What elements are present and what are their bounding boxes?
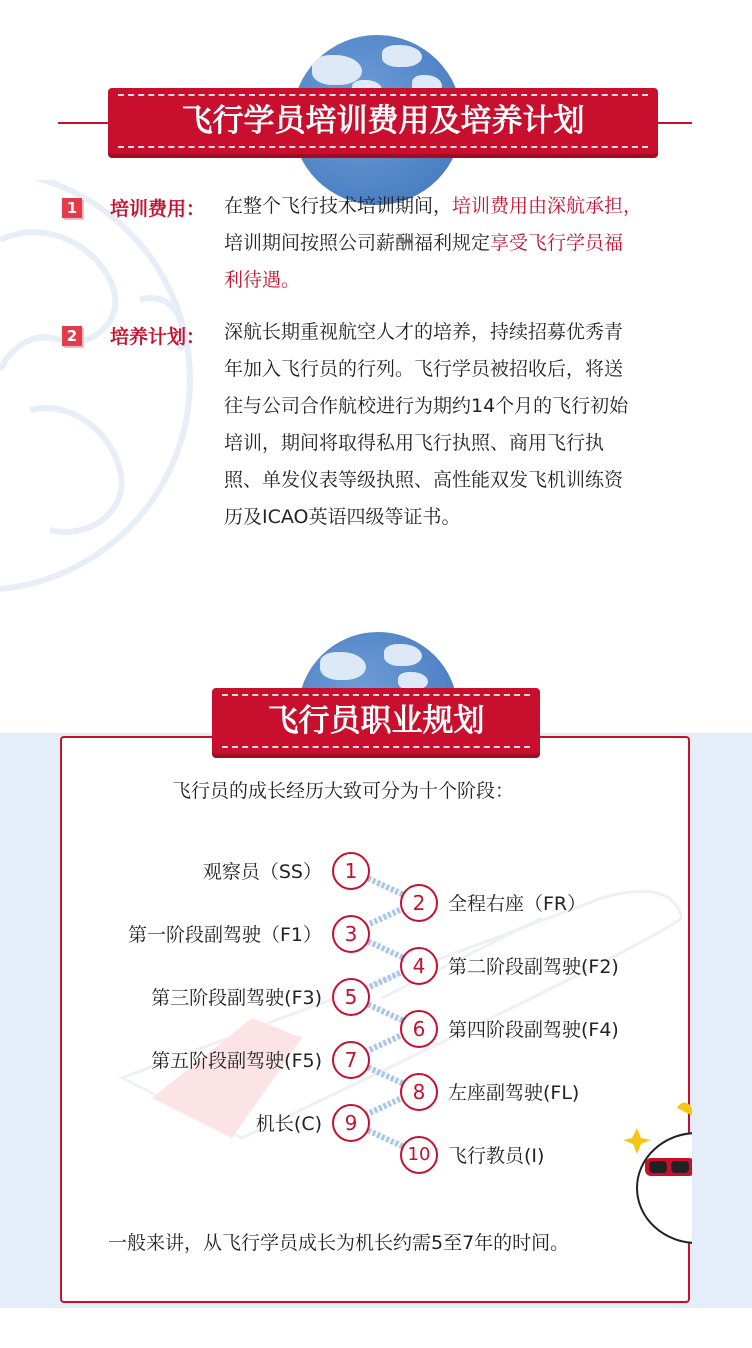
training-fee-label: 培训费用：	[110, 198, 206, 220]
stage-number-5: 5	[332, 978, 370, 1016]
section-title: 飞行学员培训费用及培养计划	[181, 103, 585, 139]
stage-number-1: 1	[332, 852, 370, 890]
world-map-outline	[0, 180, 240, 620]
stage-label-8: 左座副驾驶(FL)	[448, 1081, 580, 1104]
stage-number-7: 7	[332, 1041, 370, 1079]
stage-number-3: 3	[332, 915, 370, 953]
paragraph-line: 深航长期重视航空人才的培养，持续招募优秀青	[224, 321, 624, 343]
career-card	[60, 736, 690, 1303]
career-intro: 飞行员的成长经历大致可分为十个阶段：	[172, 780, 515, 802]
stage-number-6: 6	[400, 1010, 438, 1048]
stage-label-6: 第四阶段副驾驶(F4)	[448, 1018, 619, 1041]
paragraph-line: 利待遇。	[224, 269, 301, 291]
section-title: 飞行员职业规划	[267, 703, 485, 739]
training-fee-text	[224, 188, 704, 299]
stage-label-10: 飞行教员(I)	[448, 1144, 545, 1167]
career-footer: 一般来讲，从飞行学员成长为机长约需5至7年的时间。	[108, 1232, 570, 1254]
section-title-banner	[108, 88, 658, 154]
paragraph-line: 在整个飞行技术培训期间，培训费用由深航承担，	[224, 195, 643, 217]
number-badge-1: 1	[62, 198, 82, 218]
stage-number-9: 9	[332, 1104, 370, 1142]
stage-label-9: 机长(C)	[255, 1113, 322, 1135]
stage-number-2: 2	[400, 884, 438, 922]
paragraph-line: 照、单发仪表等级执照、高性能双发飞机训练资	[224, 469, 624, 491]
stage-number-4: 4	[400, 947, 438, 985]
stage-label-1: 观察员（SS）	[202, 861, 322, 883]
training-plan-label: 培养计划：	[110, 326, 206, 348]
stage-label-2: 全程右座（FR）	[448, 892, 587, 915]
stage-number-8: 8	[400, 1073, 438, 1111]
paragraph-line: 培训期间按照公司薪酬福利规定享受飞行学员福	[224, 232, 624, 254]
stage-label-5: 第三阶段副驾驶(F3)	[151, 987, 322, 1009]
section-title-banner	[212, 688, 540, 754]
stage-label-7: 第五阶段副驾驶(F5)	[151, 1050, 322, 1072]
stage-label-4: 第二阶段副驾驶(F2)	[448, 955, 619, 978]
paragraph-line: 年加入飞行员的行列。飞行学员被招收后，将送	[224, 358, 624, 380]
stage-label-3: 第一阶段副驾驶（F1）	[127, 924, 322, 946]
stage-number-10: 10	[400, 1136, 438, 1174]
paragraph-line: 往与公司合作航校进行为期约14个月的飞行初始	[224, 395, 629, 417]
number-badge-2: 2	[62, 326, 82, 346]
paragraph-line: 培训，期间将取得私用飞行执照、商用飞行执	[224, 432, 605, 454]
training-plan-text	[224, 314, 704, 536]
paragraph-line: 历及ICAO英语四级等证书。	[224, 506, 461, 528]
